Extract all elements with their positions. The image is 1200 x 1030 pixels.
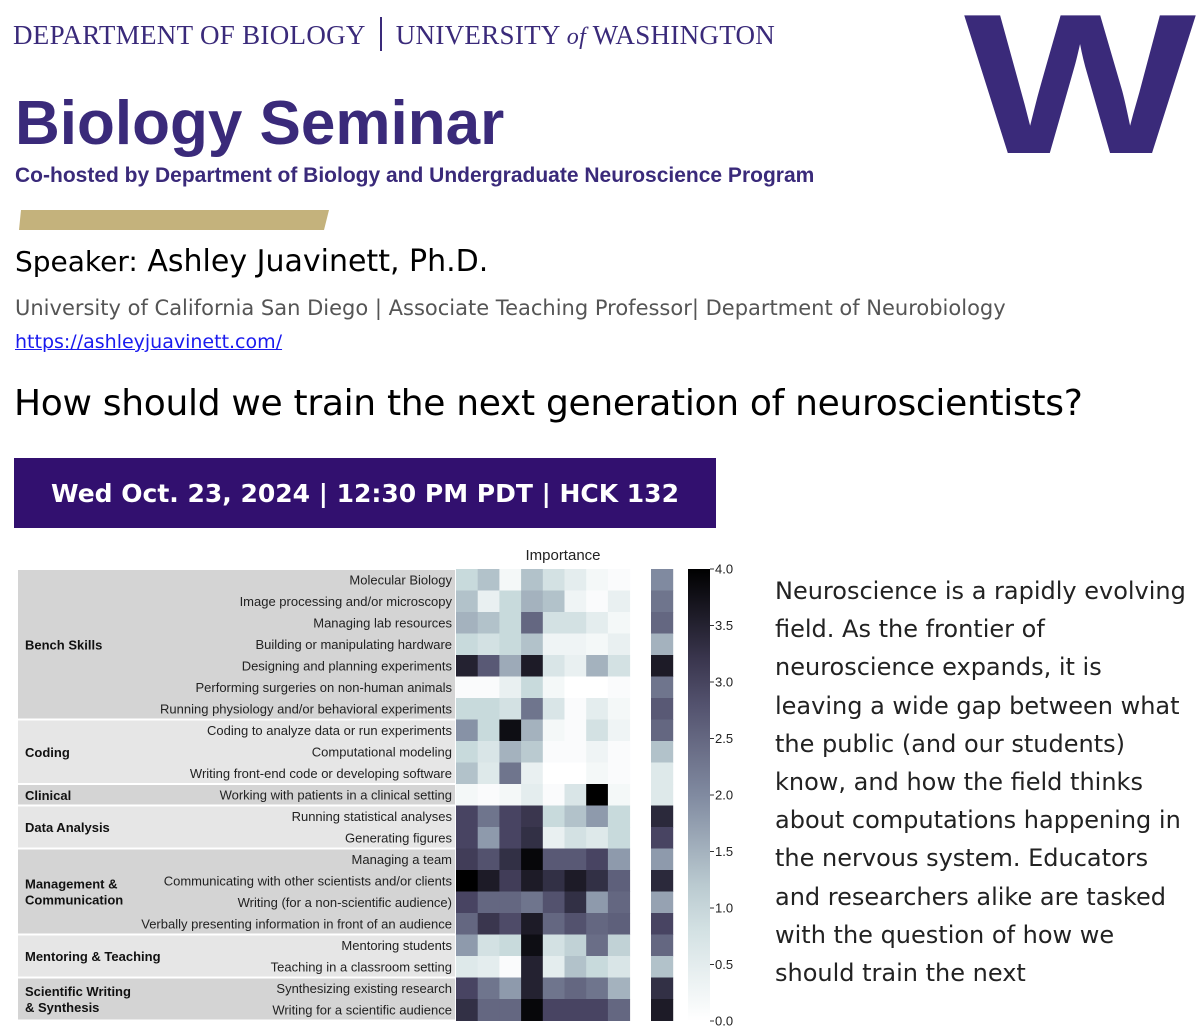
heatmap-cell	[608, 784, 630, 806]
heatmap-cell	[586, 569, 608, 591]
heatmap-cell	[478, 892, 500, 914]
heatmap-cell	[521, 741, 543, 763]
heatmap-cell	[521, 892, 543, 914]
speaker-affiliation: University of California San Diego | Associate Teaching Professor| Department of Neurobiology	[15, 296, 1006, 320]
speaker-name: Ashley Juavinett, Ph.D.	[147, 244, 489, 279]
heatmap-cell	[586, 591, 608, 613]
heatmap-row-label: Working with patients in a clinical setting	[219, 787, 452, 803]
heatmap-cell	[586, 956, 608, 978]
heatmap-cell	[543, 677, 565, 699]
heatmap-cell	[478, 677, 500, 699]
gold-accent-bar	[19, 210, 329, 230]
heatmap-cell	[456, 999, 478, 1021]
heatmap-cell	[456, 956, 478, 978]
heatmap-cell	[478, 698, 500, 720]
heatmap-cell	[478, 720, 500, 742]
heatmap-group-label: Coding	[25, 744, 70, 760]
heatmap-cell	[651, 591, 673, 613]
heatmap-cell	[608, 634, 630, 656]
heatmap-cell	[521, 956, 543, 978]
heatmap-cell	[651, 698, 673, 720]
heatmap-cell	[565, 612, 587, 634]
heatmap-cell	[543, 913, 565, 935]
heatmap-row-label: Image processing and/or microscopy	[239, 593, 452, 609]
heatmap-cell	[499, 591, 521, 613]
heatmap-cell	[456, 569, 478, 591]
heatmap-cell	[499, 870, 521, 892]
heatmap-cell	[565, 978, 587, 1000]
heatmap-cell	[521, 870, 543, 892]
heatmap-cell	[543, 892, 565, 914]
heatmap-cell	[565, 784, 587, 806]
importance-heatmap	[0, 540, 760, 1030]
heatmap-cell	[586, 741, 608, 763]
heatmap-cell	[651, 655, 673, 677]
heatmap-row-label: Coding to analyze data or run experiments	[207, 722, 452, 738]
heatmap-cell	[565, 870, 587, 892]
heatmap-row-label: Molecular Biology	[349, 572, 452, 588]
colorbar-tick-label: 3.5	[715, 618, 734, 633]
heatmap-cell	[456, 741, 478, 763]
heatmap-cell	[499, 720, 521, 742]
heatmap-cell	[651, 763, 673, 785]
heatmap-cell	[543, 956, 565, 978]
heatmap-cell	[499, 956, 521, 978]
heatmap-cell	[565, 827, 587, 849]
heatmap-cell	[586, 935, 608, 957]
heatmap-cell	[586, 677, 608, 699]
heatmap-cell	[651, 634, 673, 656]
heatmap-cell	[651, 720, 673, 742]
heatmap-cell	[499, 698, 521, 720]
heatmap-cell	[478, 634, 500, 656]
colorbar-tick-label: 0.5	[715, 957, 734, 972]
heatmap-cell	[651, 569, 673, 591]
heatmap-cell	[499, 935, 521, 957]
heatmap-cell	[651, 806, 673, 828]
heatmap-row-label: Writing front-end code or developing software	[189, 765, 452, 781]
heatmap-cell	[608, 655, 630, 677]
heatmap-cell	[586, 978, 608, 1000]
heatmap-cell	[608, 913, 630, 935]
heatmap-cell	[543, 655, 565, 677]
heatmap-cell	[521, 612, 543, 634]
heatmap-cell	[565, 999, 587, 1021]
heatmap-cell	[608, 935, 630, 957]
heatmap-cell	[543, 741, 565, 763]
heatmap-cell	[499, 913, 521, 935]
heatmap-cell	[565, 655, 587, 677]
heatmap-cell	[478, 612, 500, 634]
heatmap-cell	[456, 978, 478, 1000]
heatmap-cell	[521, 763, 543, 785]
heatmap-row-label: Managing a team	[351, 851, 452, 867]
heatmap-cell	[478, 569, 500, 591]
heatmap-cell	[608, 827, 630, 849]
uw-w-logo	[963, 3, 1198, 163]
heatmap-cell	[521, 655, 543, 677]
heatmap-cell	[543, 935, 565, 957]
heatmap-cell	[651, 956, 673, 978]
colorbar-tick-label: 1.0	[715, 900, 734, 916]
heatmap-cell	[456, 698, 478, 720]
heatmap-cell	[521, 720, 543, 742]
heatmap-cell	[456, 634, 478, 656]
heatmap-cell	[565, 935, 587, 957]
heatmap-cell	[456, 870, 478, 892]
heatmap-cell	[521, 827, 543, 849]
heatmap-row-label: Running statistical analyses	[291, 808, 452, 824]
heatmap-cell	[651, 978, 673, 1000]
heatmap-cell	[543, 698, 565, 720]
heatmap-title: Importance	[525, 547, 601, 564]
heatmap-cell	[608, 569, 630, 591]
colorbar-tick-label: 0.0	[715, 1013, 734, 1029]
heatmap-cell	[521, 784, 543, 806]
heatmap-row-label: Verbally presenting information in front of an audience	[141, 916, 452, 932]
heatmap-group-label: Data Analysis	[25, 820, 110, 835]
university-name-pre: UNIVERSITY	[395, 20, 567, 50]
heatmap-cell	[478, 806, 500, 828]
heatmap-cell	[586, 870, 608, 892]
heatmap-group-label: Mentoring & Teaching	[25, 949, 161, 964]
heatmap-cell	[456, 677, 478, 699]
speaker-line	[15, 244, 488, 279]
heatmap-cell	[565, 913, 587, 935]
heatmap-cell	[478, 999, 500, 1021]
heatmap-cell	[521, 935, 543, 957]
heatmap-row-label: Synthesizing existing research	[276, 980, 452, 996]
heatmap-cell	[499, 612, 521, 634]
heatmap-cell	[565, 634, 587, 656]
heatmap-cell	[456, 935, 478, 957]
department-name: DEPARTMENT OF BIOLOGY	[13, 20, 366, 50]
heatmap-cell	[543, 591, 565, 613]
heatmap-cell	[608, 999, 630, 1021]
heatmap-cell	[499, 741, 521, 763]
heatmap-cell	[565, 591, 587, 613]
heatmap-cell	[543, 806, 565, 828]
heatmap-cell	[521, 849, 543, 871]
heatmap-cell	[608, 870, 630, 892]
heatmap-cell	[521, 677, 543, 699]
heatmap-row-label: Designing and planning experiments	[241, 658, 452, 674]
heatmap-cell	[651, 677, 673, 699]
colorbar-tick-label: 2.5	[715, 731, 734, 746]
heatmap-cell	[456, 784, 478, 806]
heatmap-cell	[478, 591, 500, 613]
heatmap-cell	[521, 806, 543, 828]
heatmap-cell	[478, 956, 500, 978]
speaker-website-link[interactable]: https://ashleyjuavinett.com/	[15, 331, 283, 353]
heatmap-cell	[543, 849, 565, 871]
heatmap-cell	[521, 978, 543, 1000]
colorbar-gradient	[688, 569, 710, 1021]
heatmap-cell	[608, 591, 630, 613]
event-datetime-text: Wed Oct. 23, 2024 | 12:30 PM PDT | HCK 132	[51, 478, 679, 508]
university-name-post: WASHINGTON	[586, 20, 776, 50]
heatmap-cell	[651, 849, 673, 871]
colorbar-tick-label: 2.0	[715, 787, 734, 803]
heatmap-group-label: Clinical	[25, 787, 72, 803]
heatmap-cell	[586, 849, 608, 871]
heatmap-cell	[543, 978, 565, 1000]
heatmap-cell	[608, 978, 630, 1000]
heatmap-group-label: Bench Skills	[25, 637, 103, 653]
heatmap-cell	[499, 677, 521, 699]
heatmap-cell	[608, 892, 630, 914]
header-divider	[380, 17, 382, 51]
heatmap-cells	[456, 569, 673, 1021]
heatmap-cell	[478, 763, 500, 785]
heatmap-cell	[651, 612, 673, 634]
heatmap-cell	[499, 849, 521, 871]
heatmap-cell	[456, 892, 478, 914]
heatmap-cell	[586, 784, 608, 806]
heatmap-cell	[478, 741, 500, 763]
heatmap-cell	[478, 784, 500, 806]
heatmap-cell	[608, 698, 630, 720]
heatmap-cell	[456, 849, 478, 871]
heatmap-cell	[565, 698, 587, 720]
talk-title: How should we train the next generation of neuroscientists?	[14, 383, 1083, 424]
heatmap-cell	[499, 978, 521, 1000]
heatmap-cell	[543, 634, 565, 656]
heatmap-cell	[499, 569, 521, 591]
heatmap-cell	[478, 978, 500, 1000]
heatmap-cell	[565, 956, 587, 978]
heatmap-row-label: Performing surgeries on non-human animals	[195, 679, 452, 695]
heatmap-cell	[565, 806, 587, 828]
heatmap-row-label: Generating figures	[345, 830, 452, 846]
cohost-subtitle: Co-hosted by Department of Biology and Undergraduate Neuroscience Program	[15, 164, 815, 187]
heatmap-cell	[651, 999, 673, 1021]
heatmap-cell	[586, 612, 608, 634]
heatmap-cell	[586, 720, 608, 742]
heatmap-cell	[543, 763, 565, 785]
heatmap-cell	[586, 913, 608, 935]
heatmap-row-label: Running physiology and/or behavioral experiments	[160, 701, 452, 717]
heatmap-cell	[543, 720, 565, 742]
heatmap-cell	[499, 784, 521, 806]
heatmap-cell	[478, 849, 500, 871]
heatmap-cell	[456, 806, 478, 828]
heatmap-cell	[586, 806, 608, 828]
heatmap-cell	[565, 569, 587, 591]
speaker-label: Speaker:	[15, 245, 138, 278]
heatmap-cell	[586, 698, 608, 720]
heatmap-cell	[543, 870, 565, 892]
heatmap-cell	[651, 892, 673, 914]
heatmap-cell	[586, 999, 608, 1021]
heatmap-cell	[478, 870, 500, 892]
heatmap-row-label: Communicating with other scientists and/or clients	[163, 873, 452, 889]
heatmap-cell	[608, 720, 630, 742]
heatmap-cell	[651, 913, 673, 935]
heatmap-cell	[608, 741, 630, 763]
heatmap-cell	[565, 763, 587, 785]
heatmap-cell	[608, 677, 630, 699]
heatmap-row-label: Mentoring students	[341, 937, 452, 953]
colorbar-tick-label: 3.0	[715, 674, 734, 690]
colorbar-tick-label: 4.0	[715, 561, 734, 577]
heatmap-cell	[456, 655, 478, 677]
page-title: Biology Seminar	[15, 89, 505, 158]
heatmap-cell	[543, 784, 565, 806]
heatmap-cell	[543, 827, 565, 849]
heatmap-cell	[608, 763, 630, 785]
heatmap-cell	[456, 612, 478, 634]
uw-w-logo-letter: W	[964, 3, 1197, 163]
heatmap-cell	[586, 634, 608, 656]
heatmap-cell	[651, 935, 673, 957]
heatmap-row-label: Writing for a scientific audience	[272, 1002, 452, 1018]
heatmap-cell	[521, 999, 543, 1021]
heatmap-cell	[478, 655, 500, 677]
heatmap-row-label: Writing (for a non-scientific audience)	[237, 894, 452, 910]
heatmap-row-label: Building or manipulating hardware	[255, 636, 452, 652]
heatmap-cell	[608, 849, 630, 871]
heatmap-cell	[499, 634, 521, 656]
heatmap-cell	[499, 655, 521, 677]
heatmap-cell	[499, 999, 521, 1021]
heatmap-cell	[586, 827, 608, 849]
heatmap-cell	[608, 956, 630, 978]
heatmap-cell	[499, 827, 521, 849]
heatmap-cell	[521, 913, 543, 935]
heatmap-cell	[456, 720, 478, 742]
university-name-of: of	[566, 24, 587, 50]
heatmap-cell	[586, 655, 608, 677]
heatmap-cell	[499, 763, 521, 785]
heatmap-cell	[565, 741, 587, 763]
colorbar-tick-label: 1.5	[715, 844, 734, 859]
heatmap-cell	[651, 870, 673, 892]
heatmap-cell	[565, 892, 587, 914]
heatmap-cell	[586, 763, 608, 785]
heatmap-cell	[565, 849, 587, 871]
heatmap-cell	[456, 591, 478, 613]
heatmap-cell	[456, 763, 478, 785]
heatmap-cell	[543, 569, 565, 591]
abstract-paragraph: Neuroscience is a rapidly evolving field. As the frontier of neuroscience expands, it is leaving a wide gap between what the public (and our students) know, and how the field thinks about computations happening in the nervous system. Educators and researchers alike are tasked with the question of how we should train the next	[775, 577, 1186, 988]
heatmap-cell	[521, 569, 543, 591]
heatmap-cell	[651, 827, 673, 849]
heatmap-cell	[608, 612, 630, 634]
department-header	[13, 17, 775, 51]
heatmap-group-label: Management & Communication	[25, 876, 124, 908]
heatmap-cell	[651, 741, 673, 763]
heatmap-cell	[456, 827, 478, 849]
heatmap-group-label: Scientific Writing & Synthesis	[25, 984, 131, 1015]
heatmap-row-label: Computational modeling	[311, 744, 452, 760]
heatmap-colorbar	[688, 562, 733, 1029]
heatmap-cell	[543, 999, 565, 1021]
heatmap-cell	[478, 827, 500, 849]
heatmap-cell	[565, 720, 587, 742]
heatmap-cell	[521, 591, 543, 613]
heatmap-cell	[499, 806, 521, 828]
heatmap-cell	[565, 677, 587, 699]
heatmap-cell	[651, 784, 673, 806]
heatmap-cell	[478, 913, 500, 935]
heatmap-cell	[608, 806, 630, 828]
heatmap-row-label: Teaching in a classroom setting	[270, 959, 452, 975]
event-datetime-banner	[14, 458, 716, 528]
heatmap-row-label: Managing lab resources	[313, 615, 452, 631]
heatmap-cell	[586, 892, 608, 914]
heatmap-cell	[456, 913, 478, 935]
heatmap-cell	[521, 634, 543, 656]
heatmap-cell	[499, 892, 521, 914]
heatmap-cell	[521, 698, 543, 720]
heatmap-cell	[543, 612, 565, 634]
heatmap-cell	[478, 935, 500, 957]
